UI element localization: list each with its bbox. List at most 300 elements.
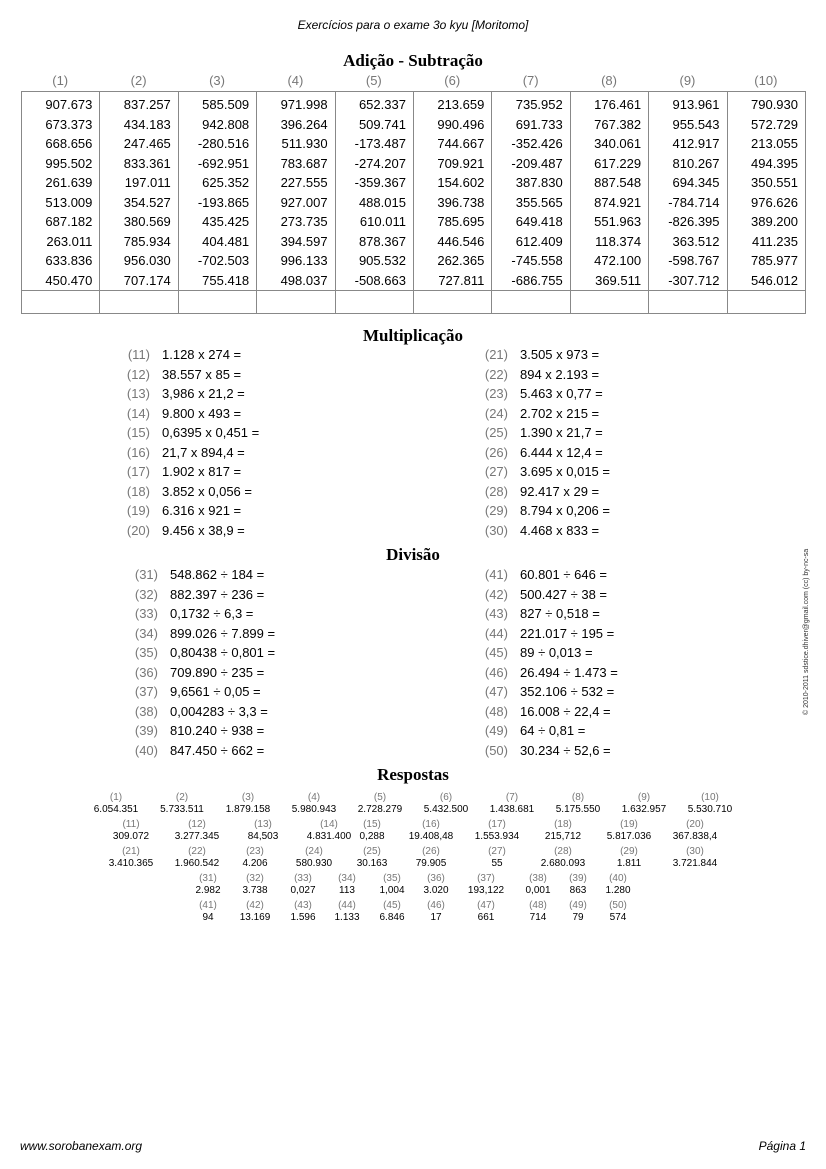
problem-number: (27) <box>484 464 508 479</box>
answer-value: 3.410.365 <box>108 858 154 869</box>
table-cell: -173.487 <box>335 134 413 154</box>
answer-value: 367.838,4 <box>672 831 718 842</box>
answer-label: (19) <box>620 819 638 830</box>
problem-expression: 6.316 x 921 = <box>162 503 242 518</box>
problem-number: (31) <box>134 567 158 582</box>
table-cell: 735.952 <box>492 92 570 115</box>
column-label: (8) <box>601 73 617 88</box>
answer-label: (48) <box>529 900 547 911</box>
problem-expression: 9.456 x 38,9 = <box>162 522 245 538</box>
table-cell: -359.367 <box>335 173 413 193</box>
problem-item <box>478 482 610 502</box>
table-cell: 387.830 <box>492 173 570 193</box>
table-cell: 176.461 <box>570 92 648 115</box>
problem-expression: 26.494 ÷ 1.473 = <box>520 664 618 680</box>
problem-item <box>478 521 610 541</box>
problem-item <box>128 741 275 761</box>
problem-expression: 221.017 ÷ 195 = <box>520 625 615 641</box>
problem-expression: 1.902 x 817 = <box>162 464 242 479</box>
answer-label: (5) <box>373 792 387 803</box>
table-row <box>22 173 806 193</box>
problem-number: (39) <box>134 723 158 738</box>
problem-number: (41) <box>484 567 508 582</box>
problem-number: (21) <box>484 347 508 362</box>
problem-expression: 30.234 ÷ 52,6 = <box>520 742 611 758</box>
problem-expression: 827 ÷ 0,518 = <box>520 606 600 621</box>
problem-expression: 21,7 x 894,4 = <box>162 444 245 460</box>
table-cell: 572.729 <box>727 115 805 135</box>
column-label: (10) <box>754 73 778 88</box>
table-cell: 412.917 <box>649 134 727 154</box>
problem-expression: 9.800 x 493 = <box>162 405 242 421</box>
problem-item <box>120 423 259 443</box>
problem-item <box>128 643 275 663</box>
answer-label: (7) <box>505 792 519 803</box>
problem-expression: 1.128 x 274 = <box>162 347 242 362</box>
table-row <box>22 232 806 252</box>
table-cell: -274.207 <box>335 154 413 174</box>
problem-item <box>478 682 618 702</box>
problem-item <box>120 482 259 502</box>
table-cell: 783.687 <box>257 154 335 174</box>
answer-values-row <box>0 912 826 924</box>
problem-expression: 894 x 2.193 = <box>520 366 600 382</box>
answer-value: 1.280 <box>605 885 631 896</box>
table-cell: 585.509 <box>178 92 256 115</box>
problem-expression: 92.417 x 29 = <box>520 483 600 499</box>
answer-label: (26) <box>422 846 440 857</box>
answer-cell[interactable] <box>100 291 178 314</box>
problem-expression: 810.240 ÷ 938 = <box>170 723 265 738</box>
table-cell: 380.569 <box>100 212 178 232</box>
answer-value: 5.175.550 <box>555 804 601 815</box>
table-cell: 691.733 <box>492 115 570 135</box>
problem-number: (24) <box>484 405 508 421</box>
answer-value: 3.277.345 <box>174 831 220 842</box>
problem-item <box>128 702 275 722</box>
column-label: (9) <box>679 73 696 88</box>
problem-expression: 9,6561 ÷ 0,05 = <box>170 684 261 699</box>
answer-value: 113 <box>339 885 355 896</box>
problem-number: (13) <box>126 386 150 401</box>
copyright-note: © 2010-2011 sdstice.dhiver@gmail.com (cc) by-nc-sa <box>803 548 810 715</box>
problem-number: (17) <box>126 464 150 479</box>
answer-label: (13) <box>254 819 272 830</box>
table-row <box>22 92 806 115</box>
answer-cell[interactable] <box>257 291 335 314</box>
table-cell: 927.007 <box>257 193 335 213</box>
problem-number: (42) <box>484 586 508 602</box>
problem-expression: 60.801 ÷ 646 = <box>520 567 608 582</box>
answer-cell[interactable] <box>335 291 413 314</box>
answer-label: (21) <box>122 846 140 857</box>
problem-expression: 6.444 x 12,4 = <box>520 444 603 460</box>
table-cell: 498.037 <box>257 271 335 291</box>
table-cell: 990.496 <box>413 115 491 135</box>
multiplication-list-right <box>478 345 610 540</box>
problem-number: (33) <box>134 606 158 621</box>
problem-expression: 548.862 ÷ 184 = <box>170 567 265 582</box>
answer-values-row <box>0 885 826 897</box>
problem-expression: 5.463 x 0,77 = <box>520 386 603 401</box>
answer-cell[interactable] <box>22 291 100 314</box>
answer-value: 1.438.681 <box>489 804 535 815</box>
table-cell: 273.735 <box>257 212 335 232</box>
problem-number: (47) <box>484 684 508 699</box>
answer-label: (17) <box>488 819 506 830</box>
table-cell: 625.352 <box>178 173 256 193</box>
answer-label: (20) <box>686 819 704 830</box>
problem-number: (29) <box>484 503 508 518</box>
problem-expression: 0,004283 ÷ 3,3 = <box>170 703 268 719</box>
problem-item <box>478 663 618 683</box>
problem-expression: 500.427 ÷ 38 = <box>520 586 608 602</box>
answer-label: (4) <box>307 792 321 803</box>
answer-cell[interactable] <box>570 291 648 314</box>
problem-item <box>478 585 618 605</box>
table-cell: 340.061 <box>570 134 648 154</box>
footer-website[interactable]: www.sorobanexam.org <box>20 1139 143 1153</box>
answer-value: 3.738 <box>242 885 268 896</box>
answer-label: (42) <box>246 900 264 911</box>
table-cell: 652.337 <box>335 92 413 115</box>
answer-cell[interactable] <box>649 291 727 314</box>
table-cell: -598.767 <box>649 251 727 271</box>
answer-value: 13.169 <box>239 912 271 923</box>
table-row <box>22 193 806 213</box>
table-cell: -193.865 <box>178 193 256 213</box>
table-cell: -826.395 <box>649 212 727 232</box>
problem-number: (45) <box>484 645 508 660</box>
problem-number: (44) <box>484 625 508 641</box>
table-cell: -280.516 <box>178 134 256 154</box>
answer-label: (34) <box>338 873 356 884</box>
table-cell: -692.951 <box>178 154 256 174</box>
problem-expression: 882.397 ÷ 236 = <box>170 586 265 602</box>
answer-value: 714 <box>529 912 547 923</box>
problem-number: (49) <box>484 723 508 738</box>
multiplication-list-left <box>120 345 259 540</box>
column-label: (3) <box>209 73 225 88</box>
table-cell: 404.481 <box>178 232 256 252</box>
table-row <box>22 154 806 174</box>
problem-expression: 3,986 x 21,2 = <box>162 386 245 401</box>
table-cell: 617.229 <box>570 154 648 174</box>
answer-label: (2) <box>175 792 189 803</box>
problem-item <box>478 443 610 463</box>
section-title-answers: Respostas <box>377 765 449 784</box>
answers-block <box>0 792 826 942</box>
table-cell: 907.673 <box>22 92 100 115</box>
problem-item <box>120 404 259 424</box>
table-cell: 118.374 <box>570 232 648 252</box>
problem-item <box>120 521 259 541</box>
answer-cell[interactable] <box>492 291 570 314</box>
table-cell: 396.738 <box>413 193 491 213</box>
table-cell: 394.597 <box>257 232 335 252</box>
answer-value: 215,712 <box>544 831 582 842</box>
answer-value: 79 <box>572 912 584 923</box>
problem-expression: 2.702 x 215 = <box>520 405 600 421</box>
answer-label: (30) <box>686 846 704 857</box>
table-cell: 354.527 <box>100 193 178 213</box>
answer-label: (43) <box>294 900 312 911</box>
answer-label: (33) <box>294 873 312 884</box>
table-cell: 727.811 <box>413 271 491 291</box>
table-cell: 942.808 <box>178 115 256 135</box>
answer-cell[interactable] <box>413 291 491 314</box>
problem-number: (40) <box>134 742 158 758</box>
table-cell: 785.695 <box>413 212 491 232</box>
answer-label: (39) <box>569 873 587 884</box>
answer-label: (10) <box>701 792 719 803</box>
answer-value: 6.054.351 <box>93 804 139 815</box>
answer-label: (40) <box>609 873 627 884</box>
answer-label: (9) <box>637 792 651 803</box>
answer-value: 193,122 <box>467 885 505 896</box>
column-label: (4) <box>287 73 304 88</box>
answer-labels-row <box>0 846 826 858</box>
problem-item <box>478 565 618 585</box>
table-cell: 450.470 <box>22 271 100 291</box>
problem-number: (46) <box>484 664 508 680</box>
problem-number: (16) <box>126 444 150 460</box>
answer-value: 1.960.542 <box>174 858 220 869</box>
table-cell: 263.011 <box>22 232 100 252</box>
problem-expression: 64 ÷ 0,81 = <box>520 723 586 738</box>
table-cell: 887.548 <box>570 173 648 193</box>
problem-item <box>128 565 275 585</box>
section-title-multiplication: Multiplicação <box>362 326 464 345</box>
problem-expression: 1.390 x 21,7 = <box>520 425 603 440</box>
answer-label: (47) <box>477 900 495 911</box>
table-cell: 488.015 <box>335 193 413 213</box>
problem-expression: 89 ÷ 0,013 = <box>520 645 593 660</box>
table-cell: 610.011 <box>335 212 413 232</box>
answer-label: (50) <box>609 900 627 911</box>
column-label: (1) <box>52 73 69 88</box>
footer-page-number: Página 1 <box>758 1139 806 1153</box>
answer-label: (49) <box>569 900 587 911</box>
table-cell: 509.741 <box>335 115 413 135</box>
answer-label: (12) <box>188 819 206 830</box>
problem-item <box>478 501 610 521</box>
problem-number: (20) <box>126 522 150 538</box>
answer-value: 5.530.710 <box>687 804 733 815</box>
section-title-addition: Adição - Subtração <box>343 51 483 70</box>
answer-value: 55 <box>491 858 503 869</box>
table-cell: 976.626 <box>727 193 805 213</box>
table-cell: 996.133 <box>257 251 335 271</box>
answer-value: 1.811 <box>616 858 642 869</box>
problem-expression: 0,80438 ÷ 0,801 = <box>170 645 276 660</box>
table-cell: 633.836 <box>22 251 100 271</box>
answer-value: 0,001 <box>525 885 551 896</box>
problem-item <box>120 462 259 482</box>
answer-label: (3) <box>241 792 255 803</box>
table-cell: 389.200 <box>727 212 805 232</box>
problem-number: (23) <box>484 386 508 401</box>
page-header: Exercícios para o exame 3o kyu [Moritomo] <box>297 18 529 32</box>
table-cell: 694.345 <box>649 173 727 193</box>
answer-value: 0,288 <box>359 831 385 842</box>
problem-item <box>478 423 610 443</box>
answer-value: 1.553.934 <box>474 831 520 842</box>
problem-item <box>128 682 275 702</box>
answer-label: (8) <box>571 792 585 803</box>
answer-label: (11) <box>122 819 140 830</box>
answer-value: 19.408,48 <box>408 831 454 842</box>
problem-number: (38) <box>134 703 158 719</box>
answer-value: 5.980.943 <box>291 804 337 815</box>
problem-number: (43) <box>484 606 508 621</box>
answer-labels-row <box>0 792 826 804</box>
answer-label: (27) <box>488 846 506 857</box>
table-cell: 262.365 <box>413 251 491 271</box>
table-cell: -784.714 <box>649 193 727 213</box>
problem-item <box>120 365 259 385</box>
table-row <box>22 134 806 154</box>
problem-expression: 847.450 ÷ 662 = <box>170 742 265 758</box>
problem-item <box>120 345 259 365</box>
answer-value: 580.930 <box>295 858 333 869</box>
table-cell: -307.712 <box>649 271 727 291</box>
answer-label: (38) <box>529 873 547 884</box>
table-cell: 261.639 <box>22 173 100 193</box>
table-row <box>22 212 806 232</box>
division-list-right <box>478 565 618 760</box>
answer-label: (1) <box>109 792 123 803</box>
problem-number: (50) <box>484 742 508 758</box>
problem-number: (48) <box>484 703 508 719</box>
problem-item <box>478 384 610 404</box>
table-cell: 785.934 <box>100 232 178 252</box>
table-cell: 810.267 <box>649 154 727 174</box>
problem-expression: 0,1732 ÷ 6,3 = <box>170 606 254 621</box>
problem-item <box>478 721 618 741</box>
table-cell: -702.503 <box>178 251 256 271</box>
table-cell: 955.543 <box>649 115 727 135</box>
problem-expression: 899.026 ÷ 7.899 = <box>170 625 276 641</box>
problem-number: (30) <box>484 522 508 538</box>
problem-number: (34) <box>134 625 158 641</box>
table-cell: 995.502 <box>22 154 100 174</box>
table-cell: 247.465 <box>100 134 178 154</box>
answer-values-row <box>0 858 826 870</box>
problem-item <box>478 604 618 624</box>
answer-labels-row <box>0 900 826 912</box>
answer-label: (23) <box>246 846 264 857</box>
table-cell: 435.425 <box>178 212 256 232</box>
problem-item <box>128 624 275 644</box>
table-cell: 446.546 <box>413 232 491 252</box>
problem-expression: 38.557 x 85 = <box>162 366 242 382</box>
table-cell: 369.511 <box>570 271 648 291</box>
problem-expression: 352.106 ÷ 532 = <box>520 684 615 699</box>
problem-item <box>478 462 610 482</box>
answer-label: (18) <box>554 819 572 830</box>
column-label: (2) <box>130 73 147 88</box>
table-cell: 355.565 <box>492 193 570 213</box>
answer-label: (31) <box>199 873 217 884</box>
problem-item <box>120 443 259 463</box>
problem-number: (26) <box>484 444 508 460</box>
column-label: (5) <box>365 73 382 88</box>
table-cell: 511.930 <box>257 134 335 154</box>
answer-label: (44) <box>338 900 356 911</box>
table-cell: 213.659 <box>413 92 491 115</box>
table-cell: 790.930 <box>727 92 805 115</box>
problem-item <box>128 585 275 605</box>
table-row <box>22 251 806 271</box>
problem-number: (11) <box>127 347 150 362</box>
answer-value: 2.728.279 <box>357 804 403 815</box>
answer-value: 2.680.093 <box>540 858 586 869</box>
table-cell: 668.656 <box>22 134 100 154</box>
table-cell: 956.030 <box>100 251 178 271</box>
problem-expression: 3.852 x 0,056 = <box>162 483 252 499</box>
answer-value: 94 <box>202 912 214 923</box>
table-cell: 785.977 <box>727 251 805 271</box>
addition-table <box>21 91 806 314</box>
answer-value: 309.072 <box>112 831 150 842</box>
problem-number: (14) <box>126 405 150 421</box>
problem-number: (36) <box>134 664 158 680</box>
answer-label: (45) <box>383 900 401 911</box>
table-cell: 913.961 <box>649 92 727 115</box>
answer-label: (32) <box>246 873 264 884</box>
table-cell: 905.532 <box>335 251 413 271</box>
answer-value: 6.846 <box>379 912 405 923</box>
addition-column-labels <box>21 73 805 88</box>
table-cell: 551.963 <box>570 212 648 232</box>
table-cell: 878.367 <box>335 232 413 252</box>
table-cell: 213.055 <box>727 134 805 154</box>
problem-number: (15) <box>126 425 150 440</box>
answer-value: 1.879.158 <box>225 804 271 815</box>
answer-cell[interactable] <box>178 291 256 314</box>
answer-value: 3.721.844 <box>672 858 718 869</box>
division-list-left <box>128 565 275 760</box>
answer-value: 4.831.400 <box>306 831 352 842</box>
table-cell: -209.487 <box>492 154 570 174</box>
table-cell: 154.602 <box>413 173 491 193</box>
table-cell: 350.551 <box>727 173 805 193</box>
problem-number: (37) <box>134 684 158 699</box>
answer-label: (37) <box>477 873 495 884</box>
answer-value: 4.206 <box>242 858 268 869</box>
table-cell: 707.174 <box>100 271 178 291</box>
table-row <box>22 271 806 291</box>
table-cell: 513.009 <box>22 193 100 213</box>
table-cell: 755.418 <box>178 271 256 291</box>
answer-label: (35) <box>383 873 401 884</box>
answer-cell[interactable] <box>727 291 805 314</box>
problem-expression: 3.695 x 0,015 = <box>520 464 610 479</box>
problem-number: (12) <box>126 366 150 382</box>
answer-label: (46) <box>427 900 445 911</box>
problem-expression: 709.890 ÷ 235 = <box>170 664 265 680</box>
table-cell: 612.409 <box>492 232 570 252</box>
table-cell: 833.361 <box>100 154 178 174</box>
problem-expression: 8.794 x 0,206 = <box>520 503 610 518</box>
problem-expression: 3.505 x 973 = <box>520 347 600 362</box>
problem-number: (28) <box>484 483 508 499</box>
problem-item <box>128 604 275 624</box>
section-title-division: Divisão <box>386 545 440 564</box>
answer-value: 5.733.511 <box>160 804 204 815</box>
answer-value: 30.163 <box>356 858 388 869</box>
